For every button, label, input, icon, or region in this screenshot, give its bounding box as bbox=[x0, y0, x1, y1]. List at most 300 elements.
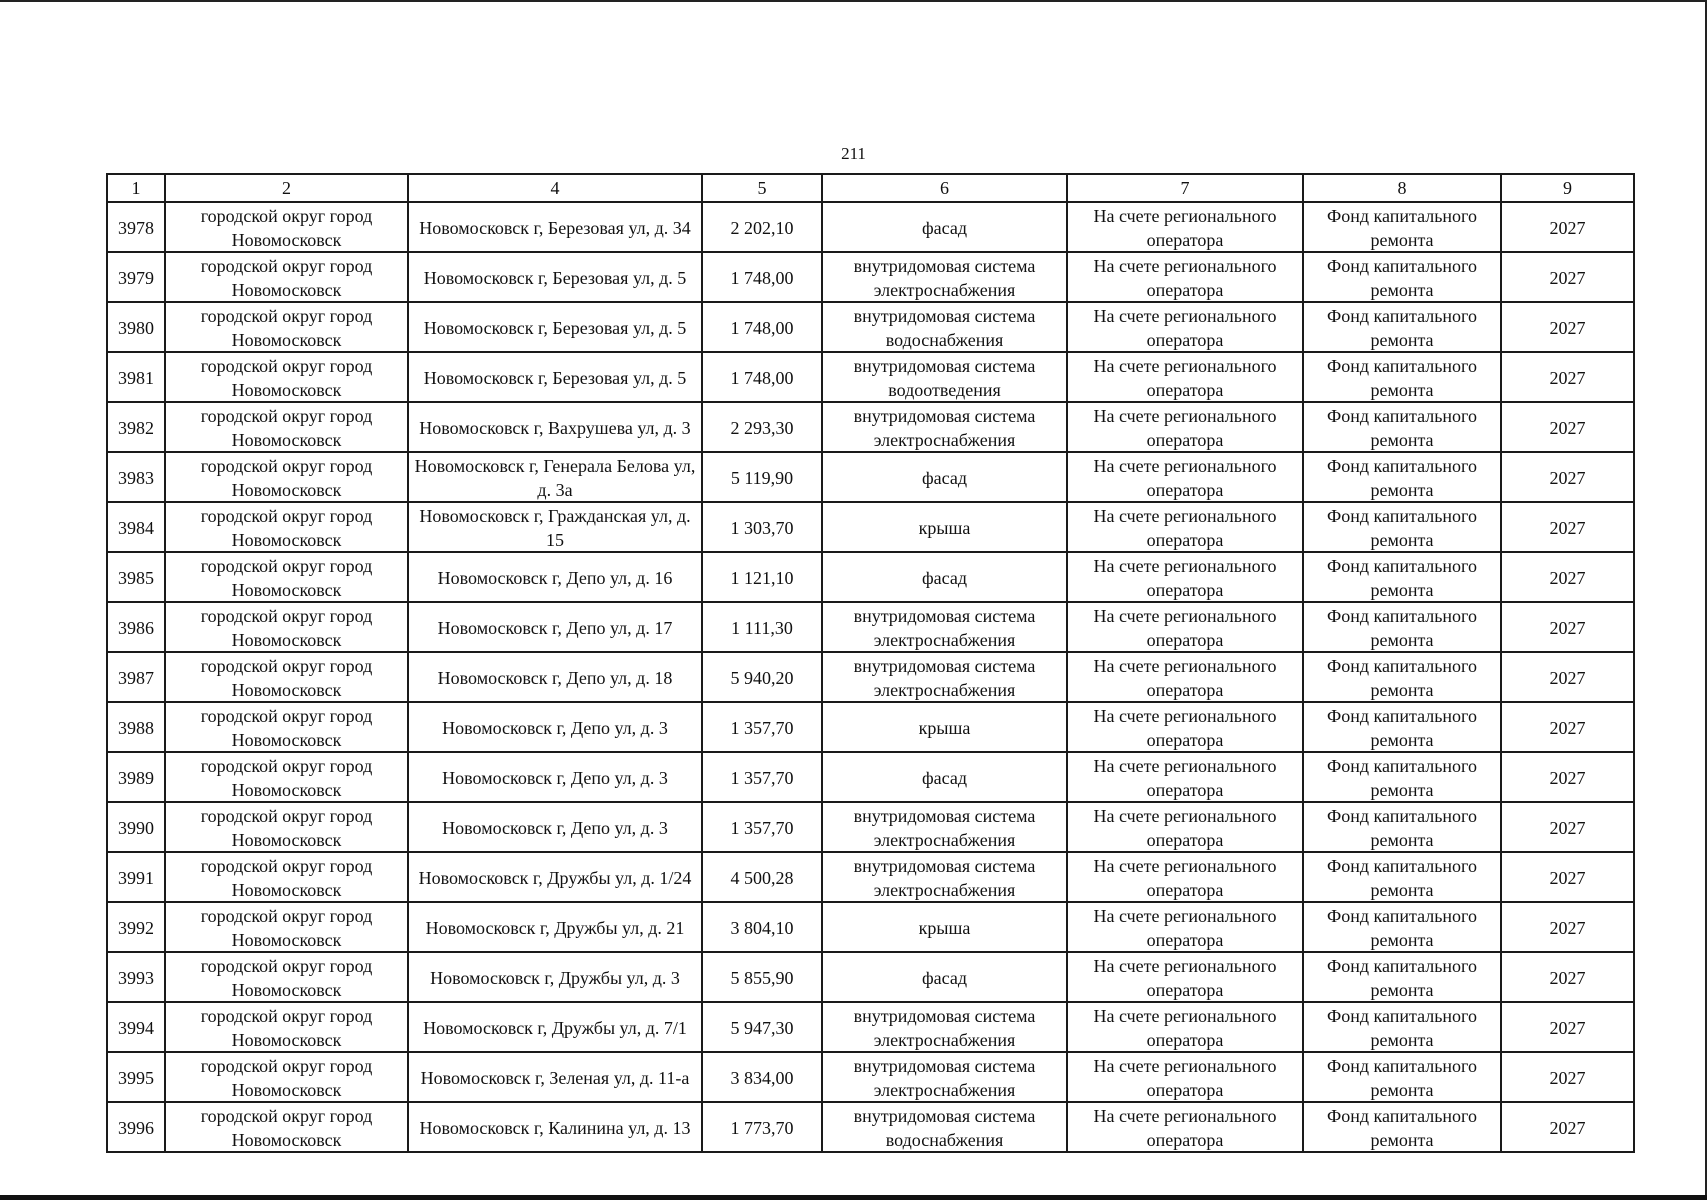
cost-cell bbox=[702, 602, 822, 652]
municipality-cell bbox=[165, 402, 408, 452]
work-type-cell-text: крыша bbox=[918, 718, 971, 738]
cost-cell-text: 1 748,00 bbox=[730, 318, 794, 338]
year-cell bbox=[1501, 752, 1634, 802]
year-cell bbox=[1501, 552, 1634, 602]
row-number-cell bbox=[107, 1002, 165, 1052]
municipality-cell-text: городской округ город Новомосковск bbox=[200, 1056, 373, 1100]
work-type-cell-text: внутридомовая система электроснабжения bbox=[853, 256, 1036, 300]
year-cell bbox=[1501, 702, 1634, 752]
work-type-cell-text: фасад bbox=[921, 468, 967, 488]
table-row bbox=[107, 502, 1634, 552]
column-header: 6 bbox=[822, 174, 1067, 202]
address-cell bbox=[408, 302, 702, 352]
funding-source-cell-text: Фонд капитального ремонта bbox=[1327, 256, 1477, 300]
fund-account-cell-text: На счете регионального оператора bbox=[1093, 456, 1277, 500]
cost-cell bbox=[702, 852, 822, 902]
column-header: 8 bbox=[1303, 174, 1501, 202]
work-type-cell-text: фасад bbox=[921, 968, 967, 988]
cost-cell-text: 1 748,00 bbox=[730, 368, 794, 388]
municipality-cell-text: городской округ город Новомосковск bbox=[200, 706, 373, 750]
fund-account-cell bbox=[1067, 802, 1303, 852]
municipality-cell bbox=[165, 902, 408, 952]
municipality-cell-text: городской округ город Новомосковск bbox=[200, 256, 373, 300]
row-number-cell bbox=[107, 602, 165, 652]
municipality-cell bbox=[165, 352, 408, 402]
fund-account-cell-text: На счете регионального оператора bbox=[1093, 306, 1277, 350]
row-number-cell bbox=[107, 752, 165, 802]
municipality-cell-text: городской округ город Новомосковск bbox=[200, 556, 373, 600]
year-cell bbox=[1501, 1102, 1634, 1152]
funding-source-cell-text: Фонд капитального ремонта bbox=[1327, 206, 1477, 250]
work-type-cell-text: фасад bbox=[921, 768, 967, 788]
funding-source-cell bbox=[1303, 702, 1501, 752]
address-cell bbox=[408, 402, 702, 452]
address-cell-text: Новомосковск г, Березовая ул, д. 5 bbox=[423, 368, 687, 388]
funding-source-cell bbox=[1303, 552, 1501, 602]
municipality-cell bbox=[165, 952, 408, 1002]
funding-source-cell-text: Фонд капитального ремонта bbox=[1327, 556, 1477, 600]
table-row bbox=[107, 252, 1634, 302]
funding-source-cell bbox=[1303, 402, 1501, 452]
funding-source-cell bbox=[1303, 902, 1501, 952]
work-type-cell-text: внутридомовая система электроснабжения bbox=[853, 406, 1036, 450]
fund-account-cell-text: На счете регионального оператора bbox=[1093, 906, 1277, 950]
column-header: 2 bbox=[165, 174, 408, 202]
cost-cell bbox=[702, 1102, 822, 1152]
municipality-cell bbox=[165, 1002, 408, 1052]
funding-source-cell-text: Фонд капитального ремонта bbox=[1327, 1106, 1477, 1150]
address-cell-text: Новомосковск г, Дружбы ул, д. 7/1 bbox=[423, 1018, 687, 1038]
row-number-cell-text: 3978 bbox=[118, 218, 154, 238]
funding-source-cell bbox=[1303, 852, 1501, 902]
cost-cell-text: 1 357,70 bbox=[730, 818, 794, 838]
row-number-cell-text: 3982 bbox=[118, 418, 154, 438]
row-number-cell-text: 3987 bbox=[118, 668, 154, 688]
cost-cell bbox=[702, 952, 822, 1002]
fund-account-cell-text: На счете регионального оператора bbox=[1093, 656, 1277, 700]
table-row bbox=[107, 402, 1634, 452]
work-type-cell-text: внутридомовая система электроснабжения bbox=[853, 856, 1036, 900]
cost-cell-text: 1 303,70 bbox=[730, 518, 794, 538]
fund-account-cell bbox=[1067, 602, 1303, 652]
table-row bbox=[107, 452, 1634, 502]
cost-cell bbox=[702, 1002, 822, 1052]
row-number-cell-text: 3979 bbox=[118, 268, 154, 288]
column-header: 9 bbox=[1501, 174, 1634, 202]
address-cell bbox=[408, 1052, 702, 1102]
funding-source-cell bbox=[1303, 452, 1501, 502]
row-number-cell-text: 3992 bbox=[118, 918, 154, 938]
row-number-cell-text: 3984 bbox=[118, 518, 154, 538]
fund-account-cell bbox=[1067, 952, 1303, 1002]
row-number-cell bbox=[107, 252, 165, 302]
cost-cell-text: 1 121,10 bbox=[730, 568, 794, 588]
cost-cell bbox=[702, 402, 822, 452]
row-number-cell-text: 3989 bbox=[118, 768, 154, 788]
address-cell bbox=[408, 852, 702, 902]
address-cell bbox=[408, 802, 702, 852]
municipality-cell-text: городской округ город Новомосковск bbox=[200, 356, 373, 400]
cost-cell bbox=[702, 352, 822, 402]
row-number-cell bbox=[107, 302, 165, 352]
municipality-cell bbox=[165, 202, 408, 252]
year-cell-text: 2027 bbox=[1549, 418, 1586, 438]
cost-cell bbox=[702, 802, 822, 852]
row-number-cell bbox=[107, 452, 165, 502]
municipality-cell bbox=[165, 1102, 408, 1152]
address-cell-text: Новомосковск г, Дружбы ул, д. 3 bbox=[430, 968, 680, 988]
address-cell bbox=[408, 352, 702, 402]
address-cell bbox=[408, 652, 702, 702]
fund-account-cell-text: На счете регионального оператора bbox=[1093, 356, 1277, 400]
fund-account-cell-text: На счете регионального оператора bbox=[1093, 806, 1277, 850]
cost-cell bbox=[702, 502, 822, 552]
municipality-cell-text: городской округ город Новомосковск bbox=[200, 456, 373, 500]
address-cell-text: Новомосковск г, Березовая ул, д. 5 bbox=[423, 268, 687, 288]
funding-source-cell bbox=[1303, 1052, 1501, 1102]
year-cell-text: 2027 bbox=[1549, 468, 1586, 488]
row-number-cell bbox=[107, 852, 165, 902]
row-number-cell-text: 3983 bbox=[118, 468, 154, 488]
address-cell-text: Новомосковск г, Дружбы ул, д. 1/24 bbox=[418, 868, 692, 888]
fund-account-cell bbox=[1067, 852, 1303, 902]
municipality-cell bbox=[165, 852, 408, 902]
row-number-cell bbox=[107, 652, 165, 702]
address-cell bbox=[408, 452, 702, 502]
table-row bbox=[107, 752, 1634, 802]
address-cell-text: Новомосковск г, Депо ул, д. 16 bbox=[437, 568, 673, 588]
fund-account-cell bbox=[1067, 202, 1303, 252]
work-type-cell bbox=[822, 552, 1067, 602]
municipality-cell-text: городской округ город Новомосковск bbox=[200, 756, 373, 800]
cost-cell-text: 2 293,30 bbox=[730, 418, 794, 438]
address-cell bbox=[408, 1102, 702, 1152]
year-cell-text: 2027 bbox=[1549, 218, 1586, 238]
address-cell-text: Новомосковск г, Вахрушева ул, д. 3 bbox=[419, 418, 691, 438]
row-number-cell-text: 3993 bbox=[118, 968, 154, 988]
year-cell-text: 2027 bbox=[1549, 668, 1586, 688]
row-number-cell-text: 3990 bbox=[118, 818, 154, 838]
year-cell bbox=[1501, 802, 1634, 852]
cost-cell-text: 3 834,00 bbox=[730, 1068, 794, 1088]
row-number-cell-text: 3988 bbox=[118, 718, 154, 738]
fund-account-cell-text: На счете регионального оператора bbox=[1093, 506, 1277, 550]
cost-cell bbox=[702, 1052, 822, 1102]
cost-cell-text: 1 773,70 bbox=[730, 1118, 794, 1138]
row-number-cell bbox=[107, 352, 165, 402]
table-row bbox=[107, 902, 1634, 952]
table-row bbox=[107, 852, 1634, 902]
funding-source-cell bbox=[1303, 752, 1501, 802]
work-type-cell-text: крыша bbox=[918, 518, 971, 538]
cost-cell-text: 5 940,20 bbox=[730, 668, 794, 688]
fund-account-cell-text: На счете регионального оператора bbox=[1093, 1056, 1277, 1100]
funding-source-cell-text: Фонд капитального ремонта bbox=[1327, 906, 1477, 950]
fund-account-cell bbox=[1067, 552, 1303, 602]
column-header: 1 bbox=[107, 174, 165, 202]
address-cell-text: Новомосковск г, Дружбы ул, д. 21 bbox=[425, 918, 685, 938]
funding-source-cell-text: Фонд капитального ремонта bbox=[1327, 606, 1477, 650]
municipality-cell bbox=[165, 452, 408, 502]
row-number-cell bbox=[107, 702, 165, 752]
table-row bbox=[107, 802, 1634, 852]
municipality-cell-text: городской округ город Новомосковск bbox=[200, 206, 373, 250]
fund-account-cell bbox=[1067, 702, 1303, 752]
municipality-cell-text: городской округ город Новомосковск bbox=[200, 1006, 373, 1050]
funding-source-cell-text: Фонд капитального ремонта bbox=[1327, 1006, 1477, 1050]
municipality-cell bbox=[165, 752, 408, 802]
municipality-cell-text: городской округ город Новомосковск bbox=[200, 1106, 373, 1150]
address-cell bbox=[408, 902, 702, 952]
year-cell bbox=[1501, 1052, 1634, 1102]
municipality-cell-text: городской округ город Новомосковск bbox=[200, 606, 373, 650]
year-cell bbox=[1501, 902, 1634, 952]
year-cell bbox=[1501, 1002, 1634, 1052]
municipality-cell bbox=[165, 552, 408, 602]
funding-source-cell bbox=[1303, 652, 1501, 702]
funding-source-cell-text: Фонд капитального ремонта bbox=[1327, 856, 1477, 900]
fund-account-cell-text: На счете регионального оператора bbox=[1093, 956, 1277, 1000]
year-cell-text: 2027 bbox=[1549, 918, 1586, 938]
fund-account-cell bbox=[1067, 1102, 1303, 1152]
row-number-cell-text: 3995 bbox=[118, 1068, 154, 1088]
municipality-cell bbox=[165, 502, 408, 552]
work-type-cell bbox=[822, 1052, 1067, 1102]
row-number-cell-text: 3991 bbox=[118, 868, 154, 888]
row-number-cell-text: 3996 bbox=[118, 1118, 154, 1138]
cost-cell bbox=[702, 902, 822, 952]
municipality-cell bbox=[165, 652, 408, 702]
funding-source-cell bbox=[1303, 952, 1501, 1002]
fund-account-cell-text: На счете регионального оператора bbox=[1093, 556, 1277, 600]
address-cell-text: Новомосковск г, Депо ул, д. 3 bbox=[442, 768, 668, 788]
year-cell-text: 2027 bbox=[1549, 618, 1586, 638]
row-number-cell bbox=[107, 902, 165, 952]
fund-account-cell bbox=[1067, 752, 1303, 802]
year-cell-text: 2027 bbox=[1549, 518, 1586, 538]
work-type-cell bbox=[822, 252, 1067, 302]
fund-account-cell-text: На счете регионального оператора bbox=[1093, 856, 1277, 900]
year-cell bbox=[1501, 952, 1634, 1002]
address-cell-text: Новомосковск г, Зеленая ул, д. 11-а bbox=[420, 1068, 690, 1088]
scan-border-top bbox=[0, 0, 1707, 2]
fund-account-cell-text: На счете регионального оператора bbox=[1093, 256, 1277, 300]
cost-cell-text: 1 748,00 bbox=[730, 268, 794, 288]
table-row bbox=[107, 1002, 1634, 1052]
municipality-cell-text: городской округ город Новомосковск bbox=[200, 806, 373, 850]
fund-account-cell bbox=[1067, 1052, 1303, 1102]
fund-account-cell bbox=[1067, 1002, 1303, 1052]
funding-source-cell bbox=[1303, 602, 1501, 652]
row-number-cell-text: 3994 bbox=[118, 1018, 154, 1038]
year-cell-text: 2027 bbox=[1549, 968, 1586, 988]
work-type-cell bbox=[822, 652, 1067, 702]
year-cell bbox=[1501, 202, 1634, 252]
page-number: 211 bbox=[841, 144, 866, 163]
fund-account-cell bbox=[1067, 252, 1303, 302]
fund-account-cell bbox=[1067, 452, 1303, 502]
work-type-cell bbox=[822, 702, 1067, 752]
table-body bbox=[107, 202, 1634, 1152]
work-type-cell bbox=[822, 902, 1067, 952]
row-number-cell bbox=[107, 1052, 165, 1102]
year-cell bbox=[1501, 402, 1634, 452]
address-cell-text: Новомосковск г, Гражданская ул, д. 15 bbox=[419, 506, 691, 550]
work-type-cell-text: внутридомовая система электроснабжения bbox=[853, 806, 1036, 850]
year-cell-text: 2027 bbox=[1549, 818, 1586, 838]
funding-source-cell-text: Фонд капитального ремонта bbox=[1327, 956, 1477, 1000]
fund-account-cell bbox=[1067, 402, 1303, 452]
fund-account-cell bbox=[1067, 902, 1303, 952]
row-number-cell-text: 3981 bbox=[118, 368, 154, 388]
work-type-cell bbox=[822, 602, 1067, 652]
funding-source-cell-text: Фонд капитального ремонта bbox=[1327, 756, 1477, 800]
table-row bbox=[107, 952, 1634, 1002]
year-cell-text: 2027 bbox=[1549, 568, 1586, 588]
address-cell-text: Новомосковск г, Депо ул, д. 17 bbox=[437, 618, 673, 638]
funding-source-cell bbox=[1303, 352, 1501, 402]
cost-cell-text: 5 119,90 bbox=[730, 468, 794, 488]
cost-cell-text: 1 357,70 bbox=[730, 768, 794, 788]
work-type-cell bbox=[822, 402, 1067, 452]
funding-source-cell bbox=[1303, 1102, 1501, 1152]
municipality-cell bbox=[165, 602, 408, 652]
work-type-cell bbox=[822, 1002, 1067, 1052]
funding-source-cell bbox=[1303, 302, 1501, 352]
municipality-cell bbox=[165, 1052, 408, 1102]
table-row bbox=[107, 602, 1634, 652]
funding-source-cell-text: Фонд капитального ремонта bbox=[1327, 656, 1477, 700]
funding-source-cell-text: Фонд капитального ремонта bbox=[1327, 406, 1477, 450]
work-type-cell bbox=[822, 752, 1067, 802]
fund-account-cell bbox=[1067, 502, 1303, 552]
year-cell-text: 2027 bbox=[1549, 768, 1586, 788]
municipality-cell bbox=[165, 302, 408, 352]
cost-cell-text: 5 855,90 bbox=[730, 968, 794, 988]
funding-source-cell-text: Фонд капитального ремонта bbox=[1327, 1056, 1477, 1100]
row-number-cell bbox=[107, 1102, 165, 1152]
funding-source-cell-text: Фонд капитального ремонта bbox=[1327, 306, 1477, 350]
year-cell-text: 2027 bbox=[1549, 268, 1586, 288]
cost-cell bbox=[702, 552, 822, 602]
table-row bbox=[107, 1052, 1634, 1102]
address-cell bbox=[408, 602, 702, 652]
work-type-cell bbox=[822, 1102, 1067, 1152]
cost-cell-text: 4 500,28 bbox=[730, 868, 794, 888]
table-row bbox=[107, 652, 1634, 702]
address-cell-text: Новомосковск г, Генерала Белова ул, д. 3а bbox=[414, 456, 696, 500]
funding-source-cell-text: Фонд капитального ремонта bbox=[1327, 356, 1477, 400]
table-row bbox=[107, 302, 1634, 352]
year-cell bbox=[1501, 852, 1634, 902]
address-cell-text: Новомосковск г, Калинина ул, д. 13 bbox=[419, 1118, 691, 1138]
work-type-cell bbox=[822, 202, 1067, 252]
year-cell-text: 2027 bbox=[1549, 718, 1586, 738]
row-number-cell-text: 3986 bbox=[118, 618, 154, 638]
year-cell bbox=[1501, 502, 1634, 552]
year-cell bbox=[1501, 352, 1634, 402]
fund-account-cell-text: На счете регионального оператора bbox=[1093, 206, 1277, 250]
municipality-cell bbox=[165, 702, 408, 752]
work-type-cell-text: фасад bbox=[921, 568, 967, 588]
municipality-cell-text: городской округ город Новомосковск bbox=[200, 856, 373, 900]
row-number-cell bbox=[107, 202, 165, 252]
work-type-cell-text: внутридомовая система электроснабжения bbox=[853, 656, 1036, 700]
work-type-cell bbox=[822, 852, 1067, 902]
work-type-cell bbox=[822, 502, 1067, 552]
municipality-cell bbox=[165, 252, 408, 302]
work-type-cell-text: внутридомовая система водоотведения bbox=[853, 356, 1036, 400]
funding-source-cell-text: Фонд капитального ремонта bbox=[1327, 456, 1477, 500]
year-cell-text: 2027 bbox=[1549, 368, 1586, 388]
work-type-cell-text: крыша bbox=[918, 918, 971, 938]
table-row bbox=[107, 702, 1634, 752]
funding-source-cell bbox=[1303, 802, 1501, 852]
funding-source-cell-text: Фонд капитального ремонта bbox=[1327, 706, 1477, 750]
work-type-cell-text: внутридомовая система электроснабжения bbox=[853, 1056, 1036, 1100]
funding-source-cell bbox=[1303, 502, 1501, 552]
year-cell-text: 2027 bbox=[1549, 318, 1586, 338]
table-row bbox=[107, 352, 1634, 402]
work-type-cell bbox=[822, 302, 1067, 352]
year-cell bbox=[1501, 602, 1634, 652]
year-cell-text: 2027 bbox=[1549, 1018, 1586, 1038]
capital-repair-table bbox=[106, 173, 1635, 1153]
municipality-cell-text: городской округ город Новомосковск bbox=[200, 506, 373, 550]
address-cell bbox=[408, 752, 702, 802]
funding-source-cell-text: Фонд капитального ремонта bbox=[1327, 806, 1477, 850]
fund-account-cell bbox=[1067, 302, 1303, 352]
cost-cell-text: 2 202,10 bbox=[730, 218, 794, 238]
fund-account-cell-text: На счете регионального оператора bbox=[1093, 706, 1277, 750]
address-cell-text: Новомосковск г, Депо ул, д. 3 bbox=[442, 818, 668, 838]
address-cell-text: Новомосковск г, Березовая ул, д. 5 bbox=[423, 318, 687, 338]
cost-cell-text: 1 111,30 bbox=[731, 618, 793, 638]
year-cell bbox=[1501, 302, 1634, 352]
address-cell-text: Новомосковск г, Депо ул, д. 18 bbox=[437, 668, 673, 688]
fund-account-cell-text: На счете регионального оператора bbox=[1093, 1106, 1277, 1150]
fund-account-cell-text: На счете регионального оператора bbox=[1093, 756, 1277, 800]
cost-cell-text: 1 357,70 bbox=[730, 718, 794, 738]
funding-source-cell bbox=[1303, 1002, 1501, 1052]
table-row bbox=[107, 1102, 1634, 1152]
scan-border-bottom bbox=[0, 1195, 1707, 1200]
municipality-cell bbox=[165, 802, 408, 852]
work-type-cell-text: внутридомовая система водоснабжения bbox=[853, 1106, 1036, 1150]
cost-cell bbox=[702, 652, 822, 702]
row-number-cell-text: 3980 bbox=[118, 318, 154, 338]
cost-cell bbox=[702, 252, 822, 302]
municipality-cell-text: городской округ город Новомосковск bbox=[200, 306, 373, 350]
cost-cell bbox=[702, 452, 822, 502]
address-cell-text: Новомосковск г, Депо ул, д. 3 bbox=[442, 718, 668, 738]
row-number-cell bbox=[107, 552, 165, 602]
cost-cell bbox=[702, 702, 822, 752]
fund-account-cell-text: На счете регионального оператора bbox=[1093, 406, 1277, 450]
year-cell-text: 2027 bbox=[1549, 868, 1586, 888]
fund-account-cell bbox=[1067, 352, 1303, 402]
address-cell bbox=[408, 202, 702, 252]
row-number-cell bbox=[107, 802, 165, 852]
address-cell bbox=[408, 952, 702, 1002]
address-cell bbox=[408, 502, 702, 552]
year-cell bbox=[1501, 252, 1634, 302]
municipality-cell-text: городской округ город Новомосковск bbox=[200, 956, 373, 1000]
fund-account-cell-text: На счете регионального оператора bbox=[1093, 1006, 1277, 1050]
row-number-cell bbox=[107, 952, 165, 1002]
work-type-cell bbox=[822, 352, 1067, 402]
municipality-cell-text: городской округ город Новомосковск bbox=[200, 656, 373, 700]
